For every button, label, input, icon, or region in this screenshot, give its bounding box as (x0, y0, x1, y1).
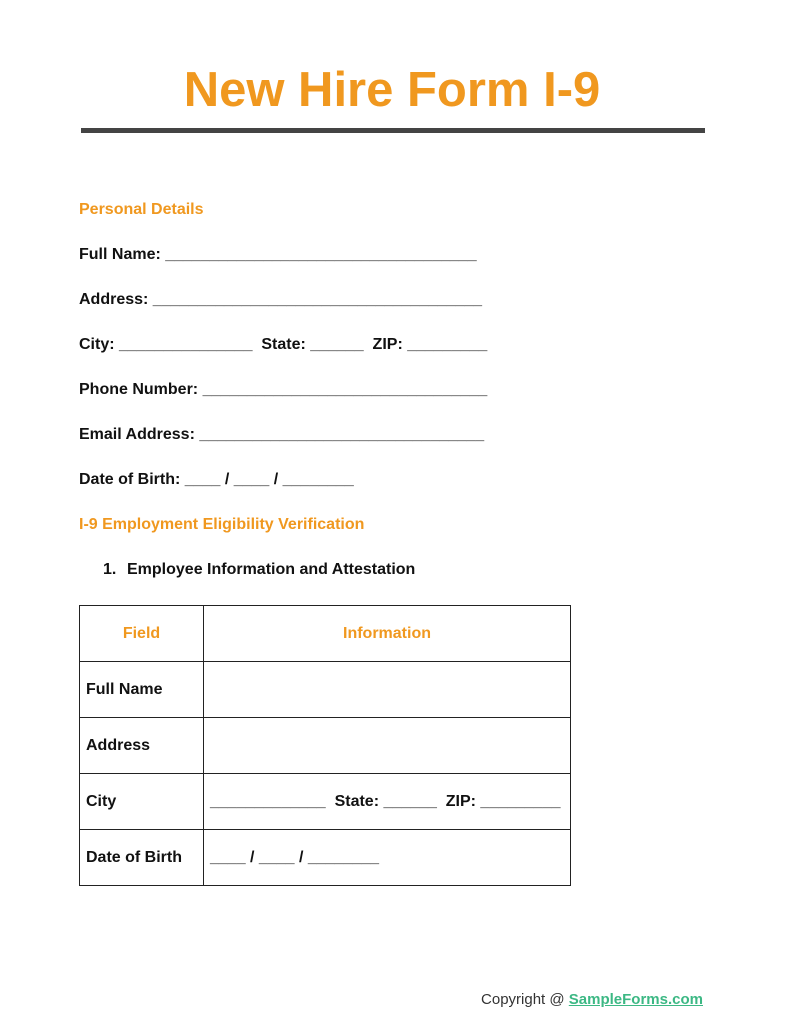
page-title: New Hire Form I-9 (183, 63, 601, 117)
row-label: Date of Birth (80, 830, 204, 886)
list-item (103, 560, 415, 580)
address-field[interactable]: Address: _____________________________________ (79, 291, 483, 308)
table-row (80, 718, 571, 774)
employee-info-table (79, 605, 571, 886)
row-label: Full Name (80, 662, 204, 718)
verification-heading: I-9 Employment Eligibility Verification (79, 516, 365, 533)
brand-link[interactable]: SampleForms.com (568, 991, 703, 1008)
table-row (80, 662, 571, 718)
row-label: City (80, 774, 204, 830)
copyright-footer (481, 990, 703, 1010)
header-field: Field (80, 606, 204, 662)
copyright-text: Copyright @ (481, 991, 569, 1008)
title-divider (81, 128, 705, 133)
row-value[interactable]: ____ / ____ / ________ (204, 830, 571, 886)
table-row (80, 830, 571, 886)
list-number: 1. (103, 561, 117, 578)
full-name-field[interactable]: Full Name: ___________________________________ (79, 246, 477, 263)
row-label: Address (80, 718, 204, 774)
row-value[interactable]: _____________ State: ______ ZIP: _________ (204, 774, 571, 830)
header-information: Information (204, 606, 571, 662)
phone-number-field[interactable]: Phone Number: ________________________________ (79, 381, 488, 398)
email-address-field[interactable]: Email Address: ________________________________ (79, 426, 485, 443)
city-state-zip-field[interactable]: City: _______________ State: ______ ZIP: _________ (79, 336, 488, 353)
row-value[interactable] (204, 662, 571, 718)
row-value[interactable] (204, 718, 571, 774)
date-of-birth-field[interactable]: Date of Birth: ____ / ____ / ________ (79, 471, 354, 488)
table-header-row (80, 606, 571, 662)
table-row (80, 774, 571, 830)
list-item-label: Employee Information and Attestation (127, 561, 416, 578)
personal-details-heading: Personal Details (79, 201, 204, 218)
